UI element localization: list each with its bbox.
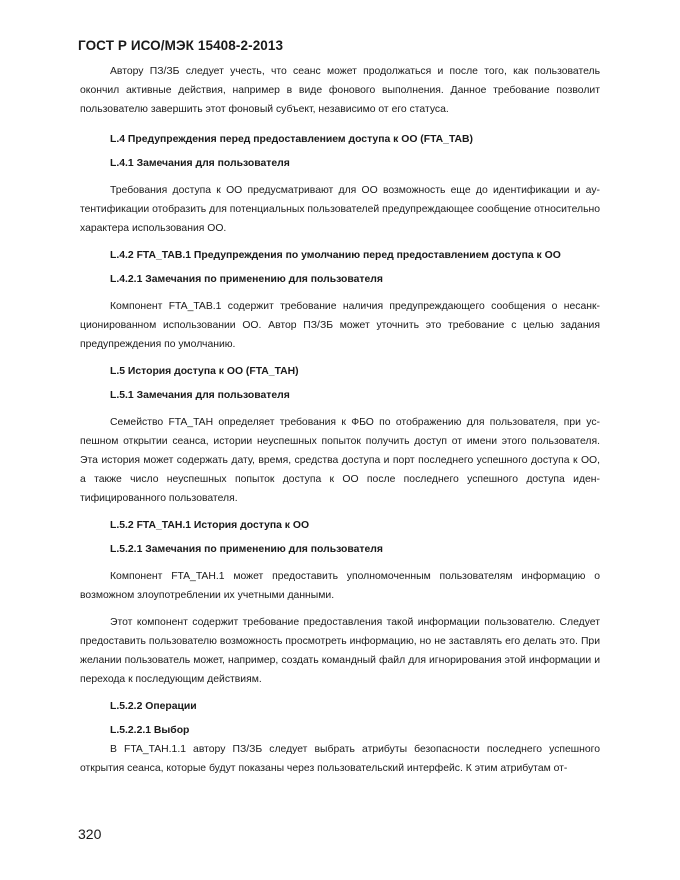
- subsection-heading: L.5.2.1 Замечания по применению для пользователя: [110, 544, 383, 555]
- paragraph: Компонент FTA_TAH.1 может предоставить уполномоченным пользователям информацию о возможном злоупотреблении их учетными данными.: [80, 571, 600, 601]
- paragraph: Требования доступа к ОО предусматривают для ОО возможность еще до идентификации и аутентификации отобразить для потенциальных пользователей предупреждающее сообщение относительно характера использования ОО.: [80, 185, 600, 234]
- subsection-heading: L.4.1 Замечания для пользователя: [110, 158, 290, 169]
- paragraph: Семейство FTA_TAH определяет требования к ФБО по отображению для пользователя, при успешном открытии сеанса, истории неуспешных попыток получить доступ от имени этого пользователя. Эта история может содержать дату, время, средства доступа и порт последнего успешного доступа к ОО, а также число неуспешных попыток доступа к ОО после последнего успешного доступа идентифицированного пользователя.: [80, 417, 600, 504]
- paragraph: Компонент FTA_TAB.1 содержит требование наличия предупреждающего сообщения о несанкционированном использовании ОО. Автор ПЗ/ЗБ может уточнить это требование с целью задания предупреждения по умолчанию.: [80, 301, 600, 350]
- subsection-heading: L.5.1 Замечания для пользователя: [110, 390, 290, 401]
- subsection-heading: L.5.2 FTA_TAH.1 История доступа к ОО: [110, 520, 310, 531]
- document-header: ГОСТ Р ИСО/МЭК 15408-2-2013: [78, 38, 284, 53]
- paragraph: В FTA_TAH.1.1 автору ПЗ/ЗБ следует выбрать атрибуты безопасности последнего успешного открытия сеанса, которые будут показаны через пользовательский интерфейс. К этим атрибутам от-: [80, 744, 600, 774]
- subsection-heading: L.4.2 FTA_TAB.1 Предупреждения по умолчанию перед предоставлением доступа к ОО: [110, 250, 561, 261]
- section-heading: L.4 Предупреждения перед предоставлением доступа к ОО (FTA_TAB): [110, 134, 474, 145]
- paragraph: Автору ПЗ/ЗБ следует учесть, что сеанс может продолжаться и после того, как пользователь окончил активные действия, например в виде фонового выполнения. Данное требование позволит пользователю завершить этот фоновый субъект, независимо от его статуса.: [80, 66, 600, 115]
- subsection-heading: L.5.2.2.1 Выбор: [110, 725, 190, 736]
- section-heading: L.5 История доступа к ОО (FTA_TAH): [110, 366, 299, 377]
- page-number: 320: [78, 826, 102, 842]
- subsection-heading: L.5.2.2 Операции: [110, 701, 197, 712]
- paragraph: Этот компонент содержит требование предоставления такой информации пользователю. Следует предоставить пользователю возможность просмотреть информацию, но не заставлять его делать это. При желании пользователь может, например, создать командный файл для игнорирования этой информации и перехода к последующим действиям.: [80, 617, 600, 685]
- document-body: [80, 62, 600, 778]
- subsection-heading: L.4.2.1 Замечания по применению для пользователя: [110, 274, 383, 285]
